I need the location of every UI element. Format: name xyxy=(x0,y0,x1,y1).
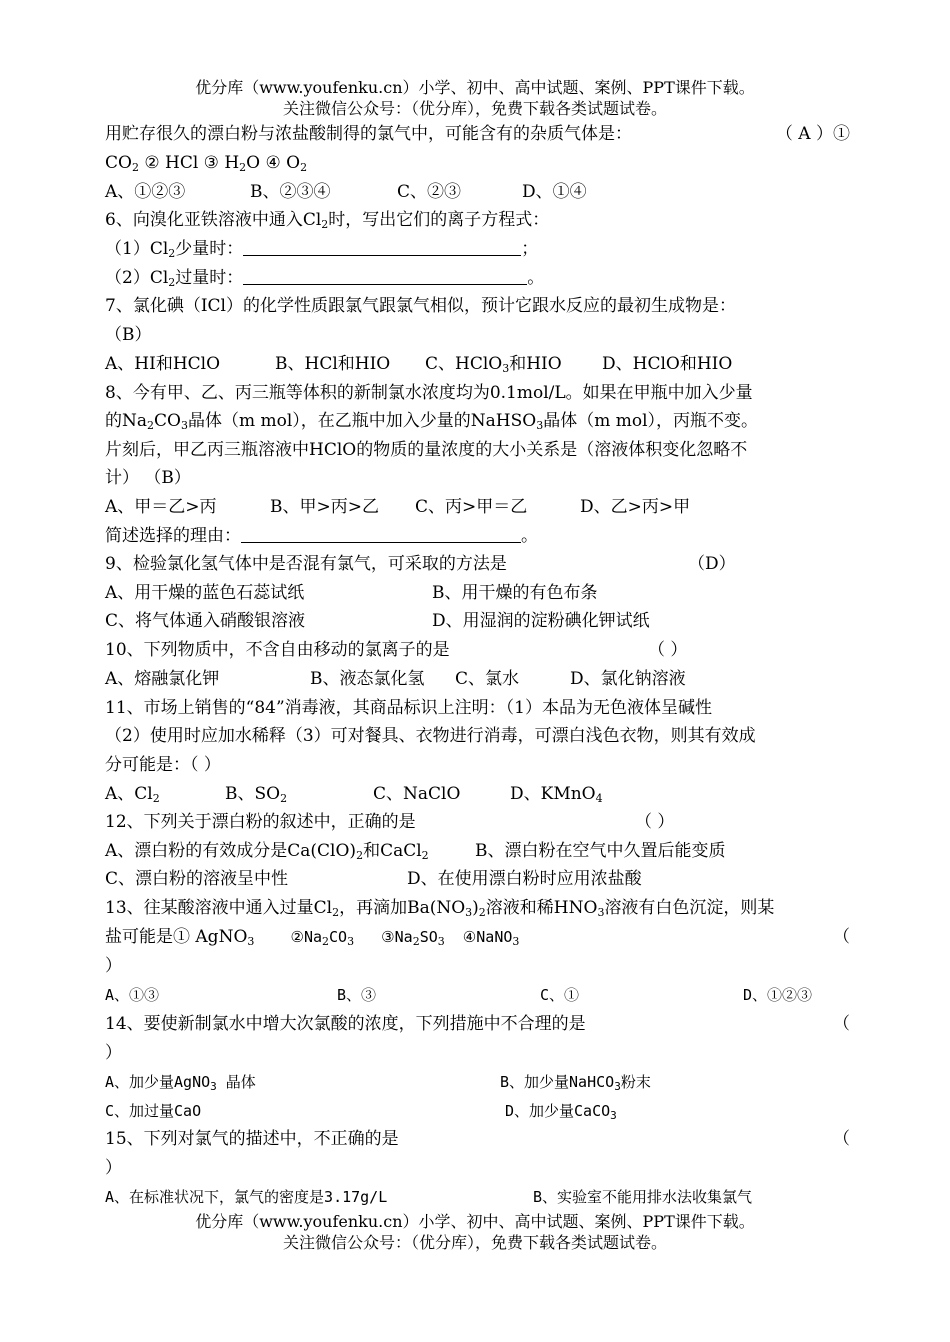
q5-stem-line xyxy=(105,123,850,145)
subscript: 3 xyxy=(247,935,255,948)
q15-option-b: B、实验室不能用排水法收集氯气 xyxy=(533,1188,753,1206)
q5-option-d: D、①④ xyxy=(522,182,587,202)
header-line-1: 优分库（www.youfenku.cn）小学、初中、高中试题、案例、PPT课件下载。 xyxy=(195,78,755,97)
q9-option-c: C、将气体通入硝酸银溶液 xyxy=(105,611,306,631)
q7-option-c-text: 和HIO xyxy=(509,354,562,374)
q5-item-text: O ④ O xyxy=(246,153,301,173)
q10-stem-line xyxy=(105,639,850,661)
subscript: 2 xyxy=(300,161,308,174)
q6-stem-text: 时，写出它们的离子方程式： xyxy=(328,210,550,230)
subscript: 2 xyxy=(321,218,329,231)
q5-item-text: ② HCl ③ H xyxy=(138,153,240,173)
q6-part-2-text: （2）Cl xyxy=(105,268,169,288)
q12-stem-line xyxy=(105,811,850,833)
punctuation: 。 xyxy=(521,526,538,546)
punctuation: 。 xyxy=(527,268,545,288)
q11-option-d-text: D、KMnO xyxy=(510,784,596,804)
q14-option-a xyxy=(105,1071,256,1093)
q10-option-b: B、液态氯化氢 xyxy=(310,669,425,689)
subscript: 4 xyxy=(595,792,603,805)
q5-option-b: B、②③④ xyxy=(250,182,331,202)
q5-stem: 用贮存很久的漂白粉与浓盐酸制得的氯气中，可能含有的杂质气体是： xyxy=(105,124,632,144)
footer-line-1: 优分库（www.youfenku.cn）小学、初中、高中试题、案例、PPT课件下载。 xyxy=(195,1212,755,1231)
q11-option-c: C、NaClO xyxy=(373,784,461,804)
subscript: 3 xyxy=(614,1080,621,1093)
q7-option-b: B、HCl和HIO xyxy=(275,354,391,374)
subscript: 2 xyxy=(280,792,288,805)
q7-option-c xyxy=(425,353,562,375)
q5-items xyxy=(105,152,850,174)
q14-option-b-text: B、加少量NaHCO xyxy=(500,1073,615,1091)
q10-option-d: D、氯化钠溶液 xyxy=(570,669,686,689)
q12-answer: （ ） xyxy=(635,812,675,832)
q8-option-b: B、甲>丙>乙 xyxy=(270,497,379,517)
subscript: 3 xyxy=(597,906,605,919)
subscript: 3 xyxy=(210,1080,217,1093)
q9-option-b: B、用干燥的有色布条 xyxy=(432,583,598,603)
q13-option-a: A、①③ xyxy=(105,986,160,1004)
q14-option-b xyxy=(500,1071,651,1093)
q12-stem: 12、下列关于漂白粉的叙述中，正确的是 xyxy=(105,812,416,832)
q12-option-a-text: 和CaCl xyxy=(363,841,422,861)
answer-blank[interactable] xyxy=(241,527,521,543)
q14-stem-line xyxy=(105,1013,850,1035)
subscript: 2 xyxy=(322,935,330,948)
q9-stem: 9、检验氯化氢气体中是否混有氯气，可采取的方法是 xyxy=(105,554,507,574)
q11-line-1: 11、市场上销售的“84”消毒液，其商品标识上注明：（1）本品为无色液体呈碱性 xyxy=(105,698,712,718)
subscript: 2 xyxy=(152,792,160,805)
subscript: 2 xyxy=(239,161,247,174)
answer-blank[interactable] xyxy=(243,269,527,285)
q7-option-a: A、HI和HClO xyxy=(105,354,221,374)
subscript: 3 xyxy=(610,1109,617,1122)
q11-option-a-text: A、Cl xyxy=(105,784,153,804)
q6-part-1-text: 少量时： xyxy=(175,239,244,259)
q5-option-a: A、①②③ xyxy=(105,182,186,202)
q11-line-3: 分可能是：（ ） xyxy=(105,755,221,775)
q13-text: 盐可能是① AgNO xyxy=(105,927,248,947)
q14-paren-open: （ xyxy=(833,1014,850,1034)
q8-option-d: D、乙>丙>甲 xyxy=(580,497,691,517)
q13-text: ③Na xyxy=(354,928,413,946)
q7-stem: 7、氯化碘（ICl）的化学性质跟氯气跟氯气相似，预计它跟水反应的最初生成物是： xyxy=(105,296,736,316)
q5-option-c: C、②③ xyxy=(397,182,462,202)
footer-line-2: 关注微信公众号：（优分库），免费下载各类试题试卷。 xyxy=(282,1233,667,1252)
q5-answer: （ A ）① xyxy=(775,124,850,144)
q14-stem: 14、要使新制氯水中增大次氯酸的浓度，下列措施中不合理的是 xyxy=(105,1014,586,1034)
answer-blank[interactable] xyxy=(243,240,521,256)
q12-option-b: B、漂白粉在空气中久置后能变质 xyxy=(475,841,726,861)
q13-text: 溶液有白色沉淀，则某 xyxy=(604,898,775,918)
q6-part-2 xyxy=(105,267,850,289)
q13-line-1 xyxy=(105,897,850,919)
q9-answer: （D） xyxy=(688,554,736,574)
q8-option-a: A、甲＝乙>丙 xyxy=(105,497,217,517)
subscript: 2 xyxy=(147,419,155,432)
q8-reason xyxy=(105,525,850,547)
subscript: 2 xyxy=(421,849,429,862)
q8-text: 的Na xyxy=(105,411,148,431)
q6-part-1 xyxy=(105,238,850,260)
q9-option-d: D、用湿润的淀粉碘化钾试纸 xyxy=(432,611,650,631)
punctuation: ； xyxy=(521,239,539,259)
q12-option-a-text: A、漂白粉的有效成分是Ca(ClO) xyxy=(105,841,357,861)
q13-paren-close: ） xyxy=(105,956,122,976)
q12-option-c: C、漂白粉的溶液呈中性 xyxy=(105,869,289,889)
subscript: 3 xyxy=(465,906,473,919)
q11-option-d xyxy=(510,783,603,805)
subscript: 2 xyxy=(356,849,364,862)
q15-option-a: A、在标准状况下，氯气的密度是3.17g/L xyxy=(105,1188,388,1206)
q8-text: 晶体（m mol），在乙瓶中加入少量的NaHSO xyxy=(187,411,537,431)
q8-line-1: 8、今有甲、乙、丙三瓶等体积的新制氯水浓度均为0.1mol/L。如果在甲瓶中加入少量 xyxy=(105,383,753,403)
q14-option-a-text: 晶体 xyxy=(216,1073,256,1091)
subscript: 2 xyxy=(332,906,340,919)
q12-option-a xyxy=(105,840,429,862)
q15-stem: 15、下列对氯气的描述中，不正确的是 xyxy=(105,1129,399,1149)
q9-stem-line xyxy=(105,553,850,575)
q11-option-b-text: B、SO xyxy=(225,784,281,804)
q11-option-a xyxy=(105,783,160,805)
q7-option-d: D、HClO和HIO xyxy=(602,354,733,374)
subscript: 2 xyxy=(478,906,486,919)
q14-option-d-text: D、加少量CaCO xyxy=(505,1102,611,1120)
q13-text: SO xyxy=(419,928,438,946)
q14-option-a-text: A、加少量AgNO xyxy=(105,1073,211,1091)
q13-paren-open: （ xyxy=(833,927,850,947)
q13-text: ) xyxy=(472,898,479,918)
subscript: 3 xyxy=(180,419,188,432)
subscript: 2 xyxy=(412,935,420,948)
header-line-2: 关注微信公众号：（优分库），免费下载各类试题试卷。 xyxy=(282,99,667,118)
q7-option-c-text: C、HClO xyxy=(425,354,503,374)
q13-text: 溶液和稀HNO xyxy=(485,898,598,918)
subscript: 2 xyxy=(168,276,176,289)
subscript: 3 xyxy=(347,935,355,948)
q8-reason-label: 简述选择的理由： xyxy=(105,526,241,546)
q8-line-2 xyxy=(105,410,850,432)
subscript: 3 xyxy=(437,935,445,948)
q14-paren-close: ） xyxy=(105,1043,122,1063)
subscript: 2 xyxy=(131,161,139,174)
q13-text: ②Na xyxy=(254,928,323,946)
q8-line-4: 计） （B） xyxy=(105,468,191,488)
q6-part-2-text: 过量时： xyxy=(175,268,244,288)
q7-answer: （B） xyxy=(105,325,152,345)
q8-option-c: C、丙>甲＝乙 xyxy=(415,497,528,517)
q13-text: ④NaNO xyxy=(444,928,513,946)
q15-paren-close: ） xyxy=(105,1158,122,1178)
q13-text: 13、往某酸溶液中通入过量Cl xyxy=(105,898,333,918)
q11-line-2: （2）使用时应加水稀释（3）可对餐具、衣物进行消毒，可漂白浅色衣物，则其有效成 xyxy=(105,726,756,746)
q5-item-text: CO xyxy=(105,153,132,173)
q14-option-c: C、加过量CaO xyxy=(105,1102,202,1120)
q8-text: 晶体（m mol），丙瓶不变。 xyxy=(543,411,759,431)
q13-line-2 xyxy=(105,926,850,948)
subscript: 3 xyxy=(502,362,510,375)
q13-option-d: D、①②③ xyxy=(743,986,813,1004)
q10-answer: （ ） xyxy=(648,640,688,660)
q10-option-a: A、熔融氯化钾 xyxy=(105,669,220,689)
q15-paren-open: （ xyxy=(833,1129,850,1149)
q13-text: ，再滴加Ba(NO xyxy=(339,898,466,918)
q14-option-d xyxy=(505,1100,617,1122)
q10-option-c: C、氯水 xyxy=(455,669,520,689)
subscript: 3 xyxy=(512,935,520,948)
q6-stem-text: 6、向溴化亚铁溶液中通入Cl xyxy=(105,210,322,230)
q11-option-b xyxy=(225,783,287,805)
q6-part-1-text: （1）Cl xyxy=(105,239,169,259)
subscript: 2 xyxy=(168,247,176,260)
q10-stem: 10、下列物质中，不含自由移动的氯离子的是 xyxy=(105,640,450,660)
q6-stem xyxy=(105,209,850,231)
q12-option-d: D、在使用漂白粉时应用浓盐酸 xyxy=(407,869,642,889)
q9-option-a: A、用干燥的蓝色石蕊试纸 xyxy=(105,583,305,603)
q13-option-b: B、③ xyxy=(337,986,377,1004)
q13-text: CO xyxy=(329,928,348,946)
subscript: 3 xyxy=(536,419,544,432)
q14-option-b-text: 粉末 xyxy=(620,1073,651,1091)
q15-stem-line xyxy=(105,1128,850,1150)
q8-line-3: 片刻后，甲乙丙三瓶溶液中HClO的物质的量浓度的大小关系是（溶液体积变化忽略不 xyxy=(105,440,748,460)
q13-option-c: C、① xyxy=(540,986,580,1004)
q8-text: CO xyxy=(154,411,181,431)
